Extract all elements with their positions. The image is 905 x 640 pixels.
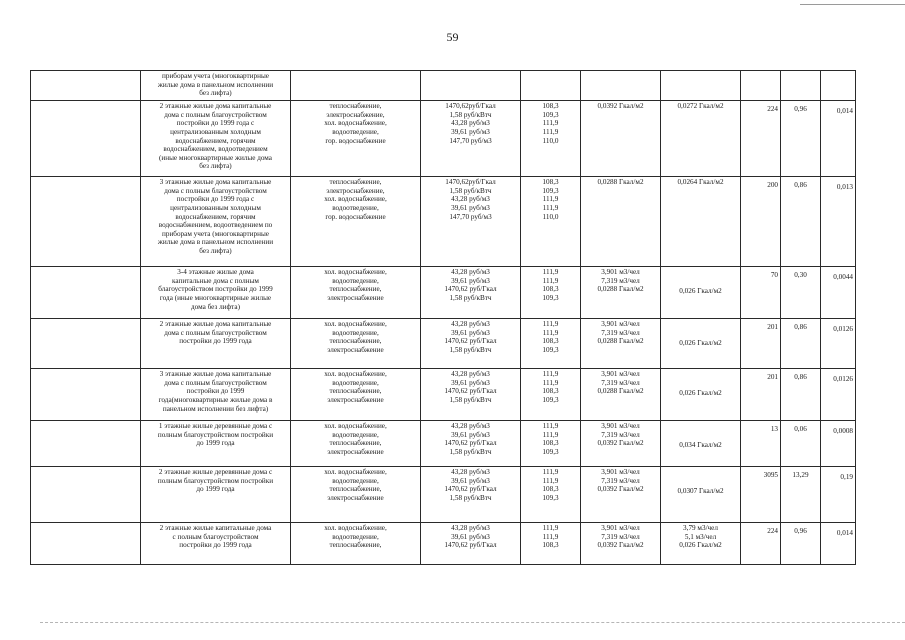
- cell-line: 1470,62 руб/Гкал: [444, 541, 497, 550]
- cell-ratio: 0,86: [781, 319, 821, 369]
- cell-line: теплоснабжение,: [329, 541, 382, 550]
- cell-line: жилые дома в панельном исполнении: [157, 80, 274, 89]
- cell-share: [821, 71, 856, 101]
- cell-line: без лифта): [199, 162, 232, 171]
- cell-norm-primary: [581, 467, 661, 523]
- cell-line: 109,3: [542, 110, 559, 119]
- cell-norm-primary: [581, 523, 661, 565]
- cell-line: 39,61 руб/м3: [451, 328, 490, 337]
- cell-norm-secondary: [661, 71, 741, 101]
- cell-norm-secondary: [661, 467, 741, 523]
- cell-line: водоснабжением, водоотведением: [163, 145, 268, 154]
- cell-line: 0,0392 Гкал/м2: [597, 102, 644, 110]
- cell-line: 0,034 Гкал/м2: [679, 441, 722, 449]
- cell-blank: [31, 71, 141, 101]
- cell-line: 5,1 м3/чел: [684, 532, 717, 541]
- cell-services: [291, 101, 421, 177]
- cell-blank: [31, 319, 141, 369]
- cell-line: водоотведение,: [332, 476, 379, 485]
- cell-line: 0,0392 Гкал/м2: [597, 439, 644, 448]
- cell-line: теплоснабжение,: [329, 439, 382, 448]
- cell-indices: [521, 71, 581, 101]
- cell-tariffs: [421, 523, 521, 565]
- cell-line: централизованным холодным: [170, 127, 261, 136]
- cell-line: 39,61 руб/м3: [451, 532, 490, 541]
- cell-tariffs: [421, 71, 521, 101]
- cell-line: дома с полным благоустройством: [164, 328, 267, 337]
- cell-line: постройки до 1999 года с: [176, 195, 255, 204]
- cell-blank: [31, 369, 141, 421]
- cell-tariffs: [421, 319, 521, 369]
- table-row: [31, 421, 856, 467]
- cell-line: 2 этажные жилые деревянные дома с: [158, 468, 273, 476]
- cell-share: 0,0008: [821, 421, 856, 467]
- cell-line: постройки до 1999 года: [179, 541, 252, 550]
- cell-ratio: [781, 71, 821, 101]
- cell-line: 111,9: [542, 378, 559, 387]
- cell-area: 3095: [741, 467, 781, 523]
- cell-line: электроснабжение,: [326, 110, 385, 119]
- cell-line: 109,3: [542, 345, 559, 354]
- cell-line: постройки до 1999: [186, 387, 245, 396]
- cell-line: 7,319 м3/чел: [601, 378, 640, 387]
- cell-share: 0,014: [821, 101, 856, 177]
- cell-line: гор. водоснабжение: [325, 136, 386, 145]
- cell-line: капитальные дома с полным: [172, 276, 259, 285]
- cell-line: 108,3: [542, 285, 559, 294]
- cell-tariffs: [421, 267, 521, 319]
- cell-line: 39,61 руб/м3: [451, 276, 490, 285]
- cell-line: электроснабжение,: [326, 186, 385, 195]
- cell-services: [291, 267, 421, 319]
- cell-line: водоснабжением, горячим: [175, 136, 256, 145]
- cell-norm-secondary: [661, 369, 741, 421]
- cell-line: без лифта): [199, 89, 232, 98]
- cell-line: 111,9: [542, 119, 559, 128]
- cell-line: 108,3: [542, 439, 559, 448]
- table-row: [31, 267, 856, 319]
- cell-blank: [31, 267, 141, 319]
- cell-ratio: 13,29: [781, 467, 821, 523]
- cell-area: 201: [741, 369, 781, 421]
- cell-line: 0,0264 Гкал/м2: [677, 178, 724, 186]
- cell-line: 7,319 м3/чел: [601, 276, 640, 285]
- cell-line: 43,28 руб/м3: [451, 524, 490, 532]
- cell-line: 43,28 руб/м3: [451, 468, 490, 476]
- cell-line: панельном исполнении без лифта): [162, 404, 269, 413]
- cell-line: до 1999 года: [196, 485, 235, 494]
- cell-services: [291, 421, 421, 467]
- cell-line: 111,9: [542, 203, 559, 212]
- cell-area: 13: [741, 421, 781, 467]
- cell-line: 3,901 м3/чел: [601, 268, 640, 276]
- cell-indices: [521, 369, 581, 421]
- cell-norm-primary: [581, 369, 661, 421]
- cell-line: водоотведение,: [332, 430, 379, 439]
- cell-blank: [31, 101, 141, 177]
- cell-line: хол. водоснабжение,: [324, 119, 387, 128]
- cell-line: до 1999 года: [196, 439, 235, 448]
- cell-line: хол. водоснабжение,: [324, 422, 387, 430]
- cell-line: электроснабжение: [327, 395, 384, 404]
- cell-line: приборам учета (многоквартирные: [162, 229, 269, 238]
- cell-line: 43,28 руб/м3: [451, 119, 490, 128]
- cell-line: года (иные многоквартирные жилые: [159, 293, 272, 302]
- cell-line: постройки до 1999 года: [179, 337, 252, 346]
- cell-line: 3,901 м3/чел: [601, 320, 640, 328]
- cell-line: 0,0288 Гкал/м2: [597, 337, 644, 346]
- cell-line: 108,3: [542, 178, 559, 186]
- cell-line: 1470,62 руб/Гкал: [444, 285, 497, 294]
- cell-line: дома с полным благоустройством: [164, 110, 267, 119]
- cell-norm-primary: [581, 177, 661, 267]
- cell-line: 43,28 руб/м3: [451, 370, 490, 378]
- cell-area: 200: [741, 177, 781, 267]
- cell-line: 1470,62 руб/Гкал: [444, 439, 497, 448]
- cell-services: [291, 523, 421, 565]
- cell-line: 3,901 м3/чел: [601, 524, 640, 532]
- cell-line: 1,58 руб/кВтч: [449, 345, 492, 354]
- cell-line: 3 этажные жилые дома капитальные: [159, 370, 272, 378]
- cell-area: 70: [741, 267, 781, 319]
- cell-line: водоотведение,: [332, 378, 379, 387]
- cell-line: 108,3: [542, 337, 559, 346]
- cell-line: 2 этажные жилые капитальные дома: [159, 524, 272, 532]
- cell-line: жилые дома в панельном исполнении: [157, 238, 274, 247]
- cell-line: 7,319 м3/чел: [601, 532, 640, 541]
- table-row: [31, 71, 856, 101]
- cell-share: 0,0126: [821, 369, 856, 421]
- cell-tariffs: [421, 177, 521, 267]
- cell-indices: [521, 421, 581, 467]
- cell-line: водоотведение,: [332, 532, 379, 541]
- cell-services: [291, 177, 421, 267]
- cell-line: полным благоустройством постройки: [157, 430, 274, 439]
- cell-line: теплоснабжение,: [329, 285, 382, 294]
- cell-line: 147,70 руб/м3: [449, 136, 492, 145]
- cell-blank: [31, 523, 141, 565]
- cell-line: 111,9: [542, 268, 559, 276]
- cell-line: водоснабжением, горячим: [175, 212, 256, 221]
- cell-line: 109,3: [542, 186, 559, 195]
- cell-line: полным благоустройством постройки: [157, 476, 274, 485]
- cell-description: [141, 267, 291, 319]
- cell-area: [741, 71, 781, 101]
- cell-line: 0,026 Гкал/м2: [679, 339, 722, 347]
- cell-line: 111,9: [542, 328, 559, 337]
- page-number: 59: [446, 30, 459, 44]
- cell-line: водоотведение,: [332, 127, 379, 136]
- cell-norm-primary: [581, 319, 661, 369]
- cell-line: 3,901 м3/чел: [601, 468, 640, 476]
- cell-line: 108,3: [542, 485, 559, 494]
- cell-line: 111,9: [542, 422, 559, 430]
- cell-line: 39,61 руб/м3: [451, 203, 490, 212]
- cell-area: 201: [741, 319, 781, 369]
- cell-line: 1,58 руб/кВтч: [449, 110, 492, 119]
- cell-line: без лифта): [199, 247, 232, 256]
- cell-line: теплоснабжение,: [329, 102, 382, 110]
- cell-norm-primary: [581, 267, 661, 319]
- cell-line: (иные многоквартирные жилые дома: [159, 153, 272, 162]
- cell-services: [291, 71, 421, 101]
- cell-line: теплоснабжение,: [329, 387, 382, 396]
- cell-line: 111,9: [542, 532, 559, 541]
- cell-line: 111,9: [542, 524, 559, 532]
- cell-line: 39,61 руб/м3: [451, 127, 490, 136]
- cell-line: хол. водоснабжение,: [324, 195, 387, 204]
- tariff-table: [30, 70, 856, 565]
- cell-line: 39,61 руб/м3: [451, 476, 490, 485]
- cell-indices: [521, 523, 581, 565]
- cell-line: централизованным холодным: [170, 203, 261, 212]
- cell-line: 109,3: [542, 395, 559, 404]
- cell-description: [141, 101, 291, 177]
- cell-norm-secondary: [661, 421, 741, 467]
- cell-line: 111,9: [542, 370, 559, 378]
- cell-line: 1,58 руб/кВтч: [449, 493, 492, 502]
- cell-norm-secondary: [661, 319, 741, 369]
- cell-tariffs: [421, 467, 521, 523]
- cell-line: 0,0288 Гкал/м2: [597, 285, 644, 294]
- cell-line: 0,026 Гкал/м2: [679, 541, 722, 550]
- cell-line: 1,58 руб/кВтч: [449, 186, 492, 195]
- cell-line: теплоснабжение,: [329, 337, 382, 346]
- cell-line: 111,9: [542, 127, 559, 136]
- cell-line: электроснабжение: [327, 447, 384, 456]
- cell-services: [291, 319, 421, 369]
- table-body: [31, 71, 856, 565]
- cell-norm-primary: [581, 101, 661, 177]
- cell-line: 108,3: [542, 102, 559, 110]
- cell-norm-secondary: [661, 523, 741, 565]
- cell-line: 3,901 м3/чел: [601, 422, 640, 430]
- cell-line: постройки до 1999 года с: [176, 119, 255, 128]
- scan-edge-top: [800, 4, 905, 5]
- cell-line: 111,9: [542, 476, 559, 485]
- cell-line: 109,3: [542, 293, 559, 302]
- cell-line: с полным благоустройством: [172, 532, 259, 541]
- cell-line: хол. водоснабжение,: [324, 524, 387, 532]
- cell-line: 1,58 руб/кВтч: [449, 293, 492, 302]
- cell-share: 0,0044: [821, 267, 856, 319]
- cell-share: 0,013: [821, 177, 856, 267]
- cell-indices: [521, 467, 581, 523]
- cell-description: [141, 319, 291, 369]
- cell-description: [141, 369, 291, 421]
- cell-line: 109,3: [542, 447, 559, 456]
- cell-services: [291, 467, 421, 523]
- cell-indices: [521, 267, 581, 319]
- cell-line: 110,0: [542, 136, 559, 145]
- cell-blank: [31, 421, 141, 467]
- cell-line: 111,9: [542, 195, 559, 204]
- table-row: [31, 319, 856, 369]
- cell-description: [141, 421, 291, 467]
- cell-line: дома с полным благоустройством: [164, 186, 267, 195]
- cell-indices: [521, 319, 581, 369]
- cell-norm-secondary: [661, 101, 741, 177]
- cell-line: теплоснабжение,: [329, 485, 382, 494]
- cell-line: дома с полным благоустройством: [164, 378, 267, 387]
- cell-line: электроснабжение: [327, 293, 384, 302]
- cell-area: 224: [741, 523, 781, 565]
- cell-description: [141, 467, 291, 523]
- cell-line: 108,3: [542, 387, 559, 396]
- cell-line: хол. водоснабжение,: [324, 320, 387, 328]
- cell-line: года(многоквартирные жилые дома в: [158, 395, 273, 404]
- cell-line: 3-4 этажные жилые дома: [177, 268, 254, 276]
- cell-line: 43,28 руб/м3: [451, 422, 490, 430]
- cell-line: 108,3: [542, 541, 559, 550]
- cell-line: хол. водоснабжение,: [324, 268, 387, 276]
- cell-line: 3 этажные жилые дома капитальные: [159, 178, 272, 186]
- cell-line: электроснабжение: [327, 345, 384, 354]
- cell-indices: [521, 177, 581, 267]
- cell-ratio: 0,86: [781, 177, 821, 267]
- cell-line: 43,28 руб/м3: [451, 320, 490, 328]
- cell-description: [141, 177, 291, 267]
- cell-line: водоснабжением, водоотведением по: [158, 221, 273, 230]
- cell-line: водоотведение,: [332, 328, 379, 337]
- cell-line: водоотведение,: [332, 276, 379, 285]
- cell-share: 0,0126: [821, 319, 856, 369]
- table-row: [31, 101, 856, 177]
- cell-line: 111,9: [542, 468, 559, 476]
- cell-line: 7,319 м3/чел: [601, 328, 640, 337]
- cell-line: электроснабжение: [327, 493, 384, 502]
- cell-line: 39,61 руб/м3: [451, 378, 490, 387]
- cell-line: 0,026 Гкал/м2: [679, 287, 722, 295]
- cell-line: 3,79 м3/чел: [683, 524, 718, 532]
- cell-line: 0,0392 Гкал/м2: [597, 485, 644, 494]
- cell-line: 1,58 руб/кВтч: [449, 395, 492, 404]
- cell-area: 224: [741, 101, 781, 177]
- cell-line: 110,0: [542, 212, 559, 221]
- table-row: [31, 177, 856, 267]
- cell-line: 2 этажные жилые дома капитальные: [159, 320, 272, 328]
- cell-line: 1470,62 руб/Гкал: [444, 337, 497, 346]
- table-row: [31, 467, 856, 523]
- cell-line: 0,0288 Гкал/м2: [597, 178, 644, 186]
- cell-norm-primary: [581, 421, 661, 467]
- cell-line: 0,026 Гкал/м2: [679, 389, 722, 397]
- cell-norm-secondary: [661, 267, 741, 319]
- cell-line: 43,28 руб/м3: [451, 268, 490, 276]
- cell-line: теплоснабжение,: [329, 178, 382, 186]
- cell-line: приборам учета (многоквартирные: [162, 72, 269, 80]
- cell-blank: [31, 467, 141, 523]
- cell-ratio: 0,86: [781, 369, 821, 421]
- table-row: [31, 523, 856, 565]
- cell-line: 0,0392 Гкал/м2: [597, 541, 644, 550]
- cell-line: 1,58 руб/кВтч: [449, 447, 492, 456]
- cell-description: [141, 523, 291, 565]
- cell-line: 111,9: [542, 320, 559, 328]
- cell-line: хол. водоснабжение,: [324, 370, 387, 378]
- cell-tariffs: [421, 369, 521, 421]
- cell-indices: [521, 101, 581, 177]
- cell-line: 1470,62 руб/Гкал: [444, 485, 497, 494]
- cell-line: дома без лифта): [191, 302, 240, 311]
- cell-line: 0,0307 Гкал/м2: [677, 487, 724, 495]
- cell-line: хол. водоснабжение,: [324, 468, 387, 476]
- cell-share: 0,19: [821, 467, 856, 523]
- table-row: [31, 369, 856, 421]
- cell-line: 39,61 руб/м3: [451, 430, 490, 439]
- cell-line: 2 этажные жилые дома капитальные: [159, 102, 272, 110]
- cell-line: 109,3: [542, 493, 559, 502]
- cell-line: 0,0272 Гкал/м2: [677, 102, 724, 110]
- cell-ratio: 0,06: [781, 421, 821, 467]
- cell-line: благоустройством постройки до 1999: [158, 285, 273, 294]
- cell-line: водоотведение,: [332, 203, 379, 212]
- cell-tariffs: [421, 421, 521, 467]
- cell-line: 7,319 м3/чел: [601, 430, 640, 439]
- cell-line: 1470,62руб/Гкал: [445, 178, 496, 186]
- scan-edge-bottom: [40, 622, 905, 623]
- cell-line: 43,28 руб/м3: [451, 195, 490, 204]
- cell-line: 111,9: [542, 276, 559, 285]
- cell-line: гор. водоснабжение: [325, 212, 386, 221]
- cell-ratio: 0,96: [781, 523, 821, 565]
- cell-description: [141, 71, 291, 101]
- cell-services: [291, 369, 421, 421]
- cell-ratio: 0,96: [781, 101, 821, 177]
- cell-line: 1 этажные жилые деревянные дома с: [158, 422, 273, 430]
- cell-share: 0,014: [821, 523, 856, 565]
- cell-norm-primary: [581, 71, 661, 101]
- cell-line: 111,9: [542, 430, 559, 439]
- cell-line: 147,70 руб/м3: [449, 212, 492, 221]
- cell-line: 0,0288 Гкал/м2: [597, 387, 644, 396]
- cell-line: 7,319 м3/чел: [601, 476, 640, 485]
- cell-tariffs: [421, 101, 521, 177]
- cell-line: 3,901 м3/чел: [601, 370, 640, 378]
- cell-blank: [31, 177, 141, 267]
- cell-line: 1470,62руб/Гкал: [445, 102, 496, 110]
- cell-line: 1470,62 руб/Гкал: [444, 387, 497, 396]
- cell-norm-secondary: [661, 177, 741, 267]
- cell-ratio: 0,30: [781, 267, 821, 319]
